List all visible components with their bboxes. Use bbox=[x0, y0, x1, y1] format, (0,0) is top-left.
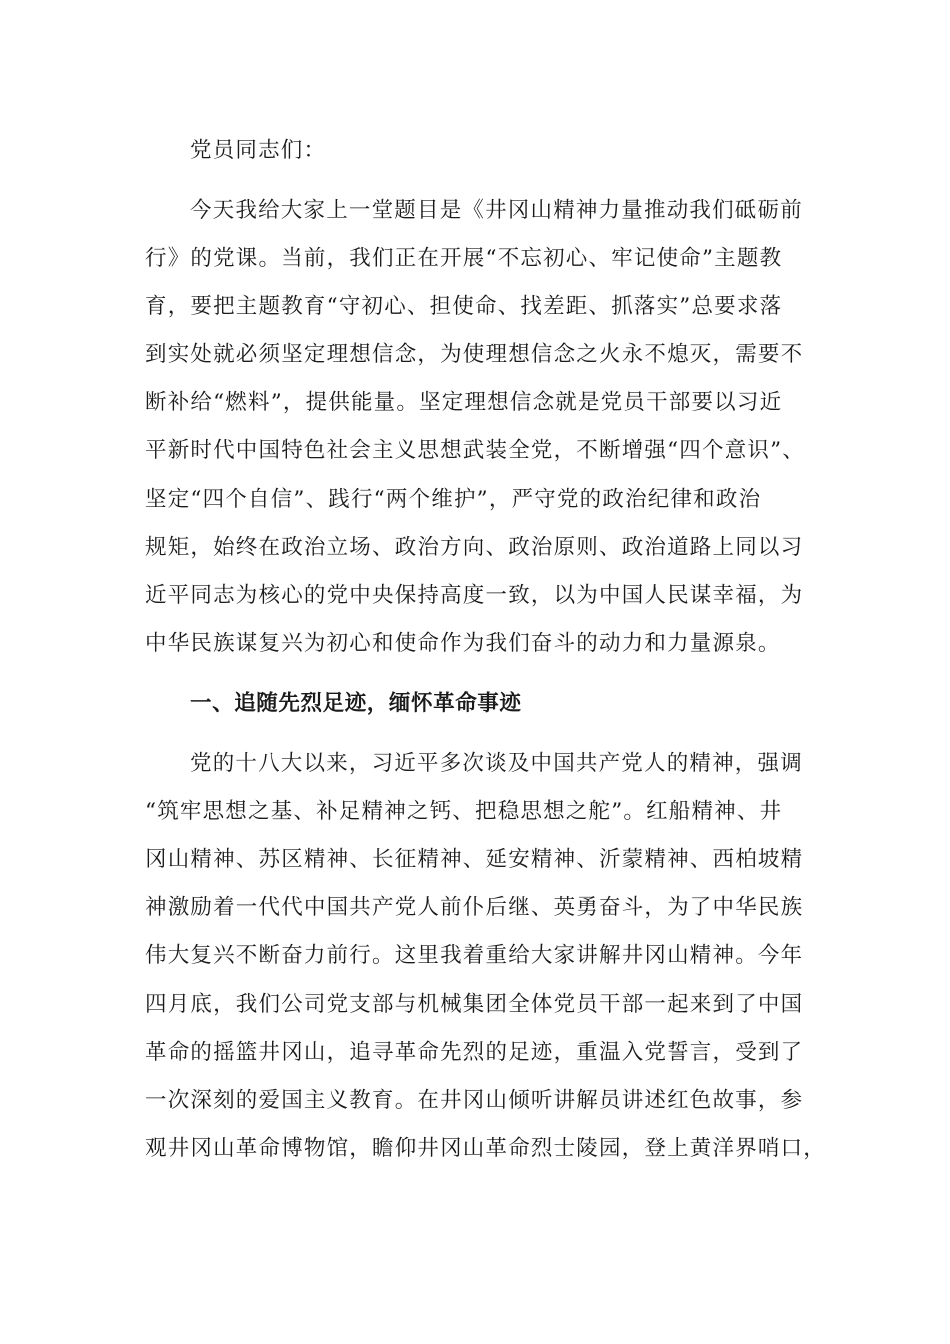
paragraph2-line: 伟大复兴不断奋力前行。这里我着重给大家讲解井冈山精神。今年 bbox=[145, 943, 804, 968]
paragraph1-line: 断补给“燃料”，提供能量。坚定理想信念就是党员干部要以习近 bbox=[145, 390, 783, 415]
paragraph2-line: 观井冈山革命博物馆，瞻仰井冈山革命烈士陵园，登上黄洋界哨口， bbox=[145, 1136, 827, 1161]
greeting: 党员同志们： bbox=[190, 138, 327, 163]
paragraph1-line: 平新时代中国特色社会主义思想武装全党，不断增强“四个意识”、 bbox=[145, 438, 805, 463]
section-heading: 一、追随先烈足迹，缅怀革命事迹 bbox=[190, 691, 522, 716]
paragraph2-line: “筑牢思想之基、补足精神之钙、把稳思想之舵”。红船精神、井 bbox=[145, 799, 783, 824]
paragraph2-line: 革命的摇篮井冈山，追寻革命先烈的足迹，重温入党誓言，受到了 bbox=[145, 1040, 804, 1065]
paragraph2-line: 党的十八大以来，习近平多次谈及中国共产党人的精神，强调 bbox=[190, 751, 803, 776]
paragraph2-line: 四月底，我们公司党支部与机械集团全体党员干部一起来到了中国 bbox=[145, 992, 804, 1017]
paragraph1-line: 中华民族谋复兴为初心和使命作为我们奋斗的动力和力量源泉。 bbox=[145, 631, 781, 656]
paragraph1-line: 坚定“四个自信”、践行“两个维护”，严守党的政治纪律和政治 bbox=[145, 487, 762, 512]
paragraph1-line: 今天我给大家上一堂题目是《井冈山精神力量推动我们砥砺前 bbox=[190, 198, 803, 223]
paragraph1-line: 规矩，始终在政治立场、政治方向、政治原则、政治道路上同以习 bbox=[145, 535, 804, 560]
paragraph2-line: 神激励着一代代中国共产党人前仆后继、英勇奋斗，为了中华民族 bbox=[145, 895, 804, 920]
paragraph1-line: 育，要把主题教育“守初心、担使命、找差距、抓落实”总要求落 bbox=[145, 294, 783, 319]
paragraph2-line: 一次深刻的爱国主义教育。在井冈山倾听讲解员讲述红色故事，参 bbox=[145, 1088, 804, 1113]
paragraph1-line: 行》的党课。当前，我们正在开展“不忘初心、牢记使命”主题教 bbox=[145, 246, 783, 271]
paragraph1-line: 近平同志为核心的党中央保持高度一致，以为中国人民谋幸福，为 bbox=[145, 583, 804, 608]
paragraph2-line: 冈山精神、苏区精神、长征精神、延安精神、沂蒙精神、西柏坡精 bbox=[145, 847, 804, 872]
paragraph1-line: 到实处就必须坚定理想信念，为使理想信念之火永不熄灭，需要不 bbox=[145, 342, 804, 367]
